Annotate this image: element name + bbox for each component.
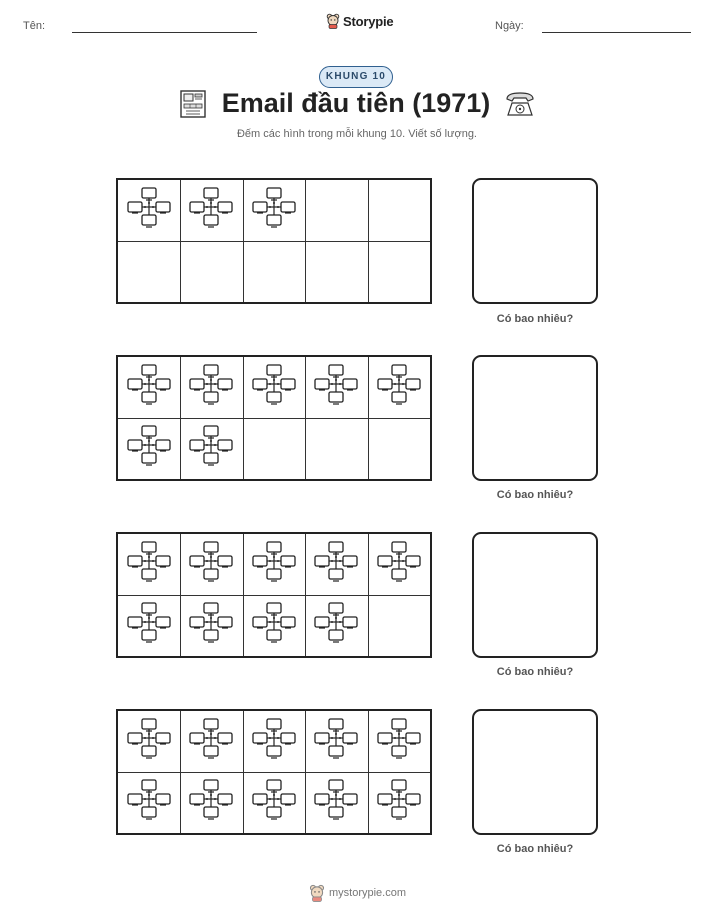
network-computers-icon — [314, 602, 358, 649]
name-line[interactable] — [72, 32, 257, 33]
network-computers-icon — [314, 541, 358, 588]
frame-cell — [305, 534, 367, 595]
frame-cell — [180, 241, 242, 302]
frame-cell — [118, 772, 180, 833]
title-row — [0, 88, 714, 119]
frame-cell — [243, 772, 305, 833]
ten-frame — [116, 355, 432, 481]
name-label: Tên: — [23, 20, 46, 32]
frame-cell — [243, 357, 305, 418]
frame-cell — [180, 357, 242, 418]
frame-cell — [180, 418, 242, 479]
network-computers-icon — [377, 779, 421, 826]
frame-cell — [368, 357, 430, 418]
network-computers-icon — [252, 779, 296, 826]
question-label: Có bao nhiêu? — [496, 666, 574, 678]
date-label: Ngày: — [495, 20, 524, 32]
frame-cell — [305, 180, 367, 241]
question-label: Có bao nhiêu? — [496, 313, 574, 325]
computer-icon — [178, 89, 208, 119]
frame-cell — [243, 418, 305, 479]
frame-cell — [368, 711, 430, 772]
frame-cell — [305, 418, 367, 479]
ten-frame-badge: KHUNG 10 — [319, 66, 393, 88]
date-line[interactable] — [542, 32, 691, 33]
frame-cell — [305, 595, 367, 656]
frame-cell — [180, 772, 242, 833]
answer-box[interactable] — [472, 178, 598, 304]
network-computers-icon — [314, 364, 358, 411]
network-computers-icon — [127, 187, 171, 234]
frame-cell — [243, 711, 305, 772]
network-computers-icon — [127, 779, 171, 826]
network-computers-icon — [252, 541, 296, 588]
frame-cell — [368, 534, 430, 595]
frame-cell — [118, 357, 180, 418]
network-computers-icon — [189, 779, 233, 826]
frame-cell — [118, 534, 180, 595]
network-computers-icon — [189, 187, 233, 234]
bear-icon — [326, 13, 340, 29]
network-computers-icon — [127, 364, 171, 411]
network-computers-icon — [252, 364, 296, 411]
ten-frame — [116, 709, 432, 835]
network-computers-icon — [127, 425, 171, 472]
ten-frame — [116, 178, 432, 304]
network-computers-icon — [127, 718, 171, 765]
frame-cell — [243, 180, 305, 241]
answer-box[interactable] — [472, 355, 598, 481]
frame-cell — [118, 241, 180, 302]
network-computers-icon — [189, 541, 233, 588]
frame-cell — [243, 595, 305, 656]
frame-cell — [180, 595, 242, 656]
question-label: Có bao nhiêu? — [496, 489, 574, 501]
frame-cell — [305, 711, 367, 772]
network-computers-icon — [377, 541, 421, 588]
network-computers-icon — [189, 364, 233, 411]
frame-cell — [180, 711, 242, 772]
frame-cell — [243, 534, 305, 595]
frame-cell — [180, 534, 242, 595]
network-computers-icon — [189, 425, 233, 472]
network-computers-icon — [189, 602, 233, 649]
network-computers-icon — [127, 541, 171, 588]
network-computers-icon — [377, 718, 421, 765]
frame-cell — [118, 180, 180, 241]
brand-name: Storypie — [343, 13, 394, 29]
network-computers-icon — [127, 602, 171, 649]
answer-box[interactable] — [472, 532, 598, 658]
brand-logo — [326, 13, 393, 29]
footer-url: mystorypie.com — [329, 887, 407, 899]
network-computers-icon — [314, 718, 358, 765]
network-computers-icon — [252, 602, 296, 649]
frame-cell — [368, 418, 430, 479]
frame-cell — [368, 772, 430, 833]
frame-cell — [243, 241, 305, 302]
answer-box[interactable] — [472, 709, 598, 835]
network-computers-icon — [252, 718, 296, 765]
network-computers-icon — [314, 779, 358, 826]
page-title: Email đầu tiên (1971) — [221, 88, 491, 118]
frame-cell — [368, 180, 430, 241]
ten-frame — [116, 532, 432, 658]
telephone-icon — [504, 90, 536, 118]
question-label: Có bao nhiêu? — [496, 843, 574, 855]
network-computers-icon — [377, 364, 421, 411]
bear-icon — [309, 884, 325, 902]
frame-cell — [118, 711, 180, 772]
network-computers-icon — [252, 187, 296, 234]
frame-cell — [305, 241, 367, 302]
frame-cell — [118, 418, 180, 479]
frame-cell — [118, 595, 180, 656]
frame-cell — [305, 357, 367, 418]
footer — [309, 884, 406, 902]
network-computers-icon — [189, 718, 233, 765]
frame-cell — [368, 241, 430, 302]
instructions: Đếm các hình trong mỗi khung 10. Viết số lượng. — [236, 128, 477, 140]
frame-cell — [180, 180, 242, 241]
frame-cell — [305, 772, 367, 833]
frame-cell — [368, 595, 430, 656]
